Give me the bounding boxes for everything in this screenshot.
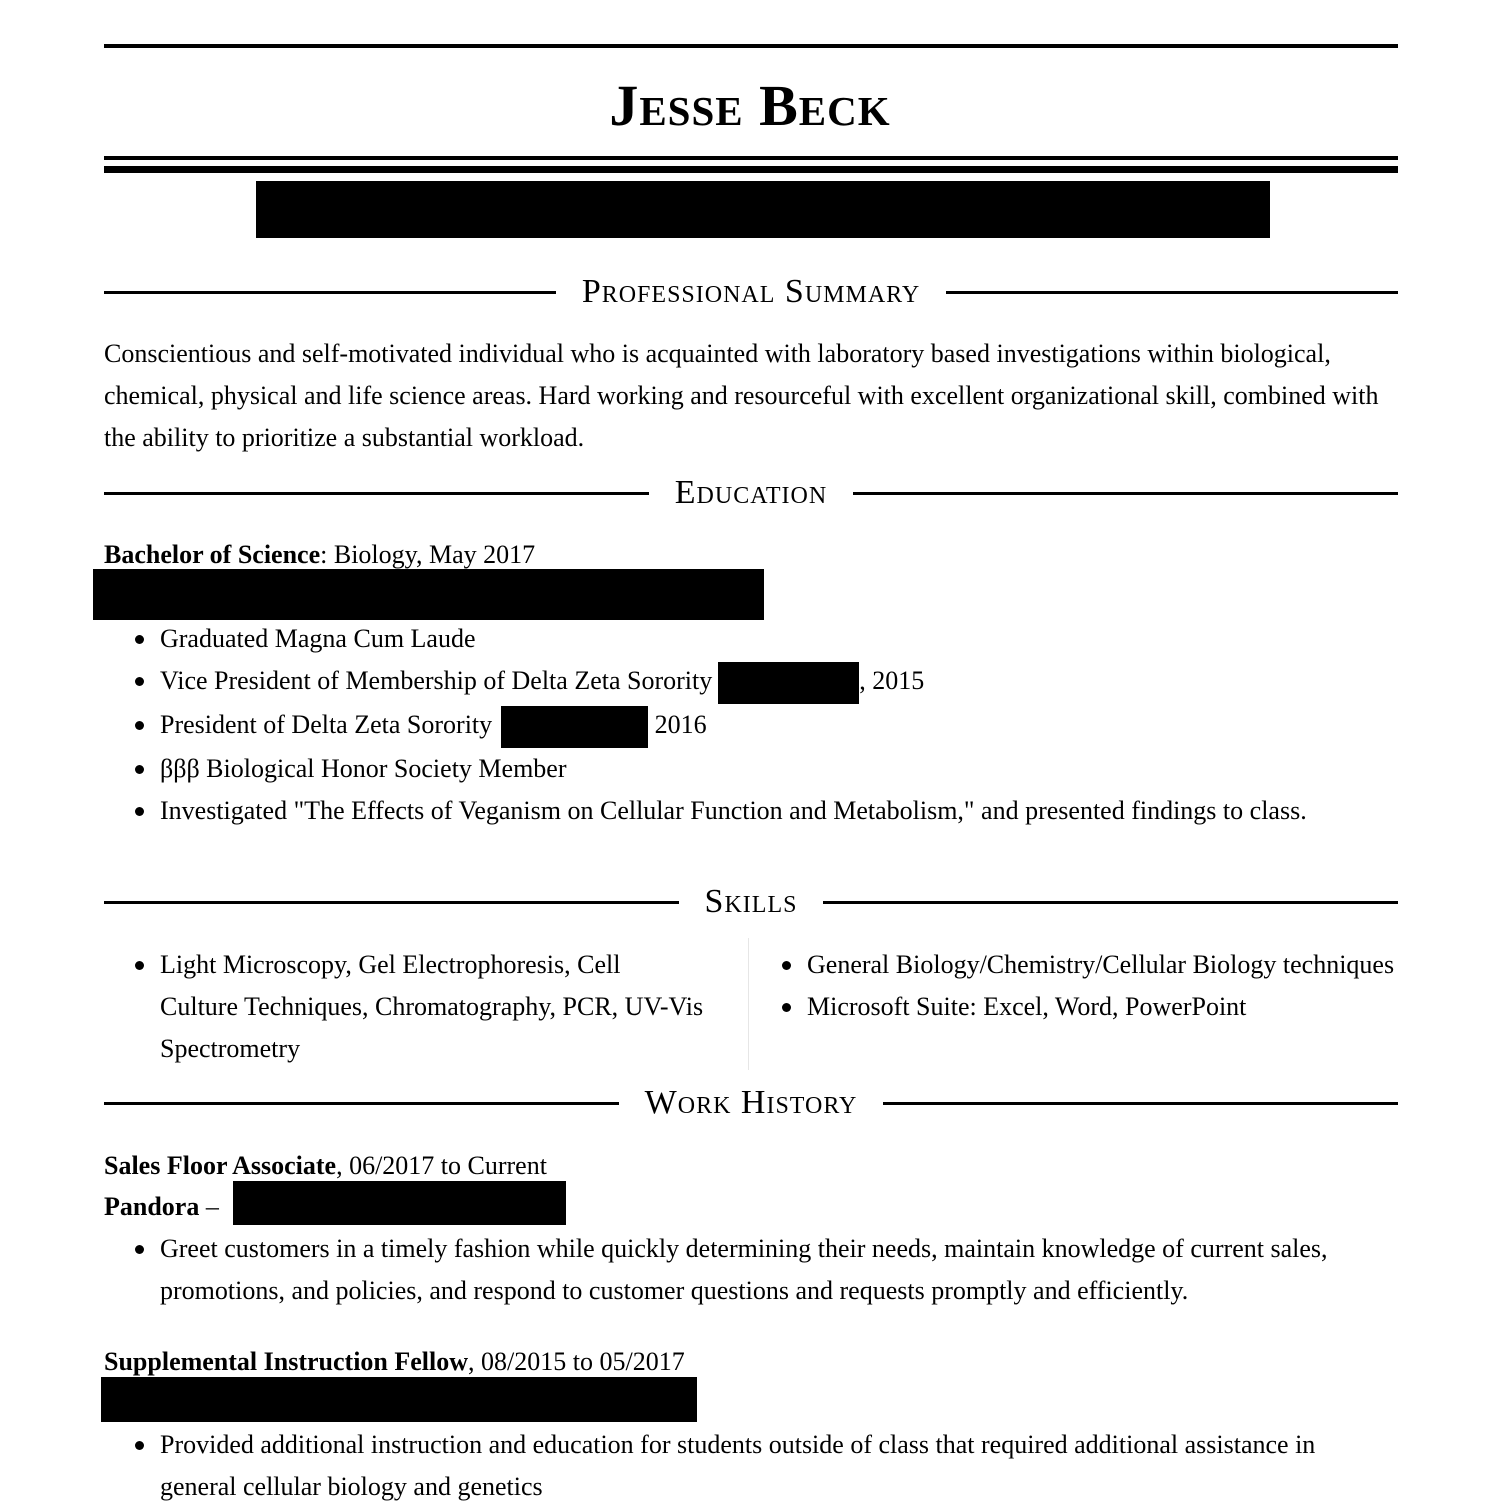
list-item: Microsoft Suite: Excel, Word, PowerPoint bbox=[751, 986, 1398, 1028]
redacted-employer bbox=[101, 1377, 697, 1422]
skills-section-header bbox=[104, 880, 1398, 924]
employer-separator: – bbox=[199, 1192, 219, 1221]
summary-text: Conscientious and self-motivated individual who is acquainted with laboratory based investigations within biological, chemical, physical and life science areas. Hard working and resourceful with excellent organizational skill, combined with the ability to prioritize a substantial workload. bbox=[104, 339, 1379, 452]
job-dates: , 06/2017 to Current bbox=[336, 1151, 547, 1180]
list-item: Graduated Magna Cum Laude bbox=[104, 618, 1398, 660]
summary-section-header bbox=[104, 270, 1398, 314]
job-title: Supplemental Instruction Fellow bbox=[104, 1347, 469, 1376]
degree-name: Bachelor of Science bbox=[104, 540, 321, 569]
redacted-school-name bbox=[93, 569, 764, 620]
list-item: Provided additional instruction and education for students outside of class that required additional assistance in general cellular biology and genetics bbox=[104, 1424, 1398, 1508]
name-underline-thick bbox=[104, 166, 1398, 173]
header-line-right bbox=[823, 901, 1398, 904]
header-line-right bbox=[946, 291, 1398, 294]
job-bullets bbox=[104, 1228, 1398, 1312]
redacted-location bbox=[501, 706, 648, 748]
education-bullets bbox=[104, 618, 1398, 832]
header-line-right bbox=[883, 1102, 1398, 1105]
header-line-left bbox=[104, 901, 679, 904]
redacted-location bbox=[718, 662, 859, 704]
list-item: Investigated "The Effects of Veganism on Cellular Function and Metabolism," and presented findings to class. bbox=[104, 790, 1398, 832]
employer-line bbox=[104, 1186, 219, 1228]
education-section-header bbox=[104, 471, 1398, 515]
list-item: Vice President of Membership of Delta Zeta Sorority , 2015 bbox=[104, 660, 1398, 704]
skills-right-list bbox=[751, 944, 1398, 1028]
list-item: President of Delta Zeta Sorority 2016 bbox=[104, 704, 1398, 748]
top-rule bbox=[104, 44, 1398, 48]
redacted-contact-info bbox=[256, 181, 1270, 238]
employer-name: Pandora bbox=[104, 1192, 200, 1221]
skills-column-divider bbox=[748, 938, 749, 1070]
job-title: Sales Floor Associate bbox=[104, 1151, 337, 1180]
section-title: Education bbox=[674, 474, 828, 511]
list-item: General Biology/Chemistry/Cellular Biology techniques bbox=[751, 944, 1398, 986]
skills-left-list bbox=[104, 944, 704, 1070]
section-title: Skills bbox=[704, 883, 798, 920]
section-title: Work History bbox=[644, 1084, 858, 1121]
header-line-left bbox=[104, 1102, 619, 1105]
name-underline-thin bbox=[104, 156, 1398, 160]
job-dates: , 08/2015 to 05/2017 bbox=[468, 1347, 685, 1376]
degree-detail: : Biology, May 2017 bbox=[320, 540, 536, 569]
header-line-left bbox=[104, 291, 556, 294]
section-title: Professional Summary bbox=[581, 273, 921, 310]
redacted-employer-location bbox=[233, 1181, 566, 1225]
list-item: βββ Biological Honor Society Member bbox=[104, 748, 1398, 790]
work-section-header bbox=[104, 1081, 1398, 1125]
list-item: Light Microscopy, Gel Electrophoresis, Cell Culture Techniques, Chromatography, PCR, UV-Vis Spectrometry bbox=[104, 944, 704, 1070]
header-line-left bbox=[104, 492, 649, 495]
job-bullets bbox=[104, 1424, 1398, 1508]
candidate-name: Jesse Beck bbox=[609, 73, 891, 138]
header-line-right bbox=[853, 492, 1398, 495]
list-item: Greet customers in a timely fashion while quickly determining their needs, maintain knowledge of current sales, promotions, and policies, and respond to customer questions and requests promptly and efficiently. bbox=[104, 1228, 1398, 1312]
